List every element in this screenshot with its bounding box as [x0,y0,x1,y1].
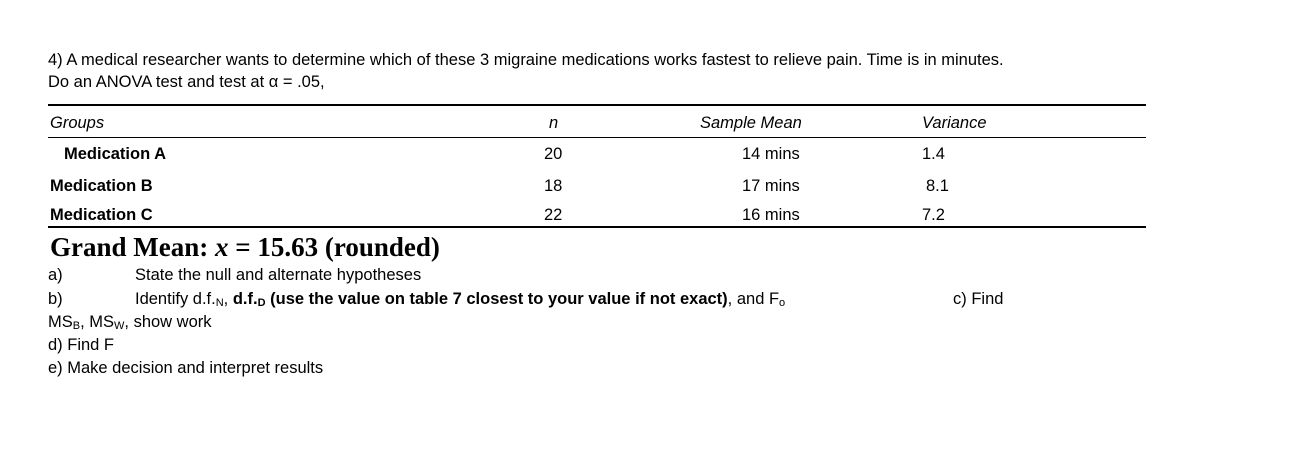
question-b-comma: , [223,290,233,308]
question-b-sub-d: D [257,297,266,309]
row-b-variance: 8.1 [926,177,949,195]
table-top-rule [48,104,1146,106]
question-c-continued [48,313,212,332]
grand-mean [50,232,440,263]
row-a-group: Medication A [64,145,167,163]
row-b-n: 18 [544,177,563,195]
question-c: c) Find [953,290,1004,308]
problem-line-2: Do an ANOVA test and test at α = .05, [48,73,325,91]
table-bottom-rule [48,226,1146,228]
question-d: d) Find F [48,336,115,354]
header-groups: Groups [50,114,105,132]
question-a [48,266,421,285]
ms-text-3: , show work [124,313,212,331]
row-a-n: 20 [544,145,563,163]
ms-text-1: MS [48,313,73,331]
row-c-variance: 7.2 [922,206,945,224]
question-e: e) Make decision and interpret results [48,359,324,377]
row-b-mean: 17 mins [742,177,800,195]
question-b-bold-1: d.f. [232,290,258,308]
row-a-mean: 14 mins [742,145,800,163]
ms-sub-b: B [72,320,81,332]
grand-mean-value: = 15.63 (rounded) [228,232,440,262]
question-b-bold-2: (use the value on table 7 closest to your value if not exact) [265,290,728,308]
row-c-mean: 16 mins [742,206,800,224]
question-b-sub-o: o [779,297,786,309]
question-a-text: State the null and alternate hypotheses [135,266,422,284]
problem-line-1: 4) A medical researcher wants to determine which of these 3 migraine medications works fastest to relieve pain. Time is in minutes. [48,51,1004,69]
ms-text-2: , MS [80,313,115,331]
question-a-label: a) [48,266,63,284]
header-sample-mean: Sample Mean [700,114,802,132]
row-b-group: Medication B [50,177,153,195]
row-c-n: 22 [544,206,563,224]
grand-mean-symbol: x [215,232,229,262]
table-header-rule [48,137,1146,138]
ms-sub-w: W [114,320,125,332]
question-b [48,290,785,309]
header-variance: Variance [922,114,987,132]
question-b-text-2: , and F [727,290,780,308]
grand-mean-prefix: Grand Mean: [50,232,215,262]
question-b-text-1: Identify d.f. [135,290,216,308]
header-n: n [549,114,559,132]
question-b-label: b) [48,290,63,308]
row-a-variance: 1.4 [922,145,945,163]
row-c-group: Medication C [50,206,153,224]
question-b-sub-n: N [215,297,224,309]
